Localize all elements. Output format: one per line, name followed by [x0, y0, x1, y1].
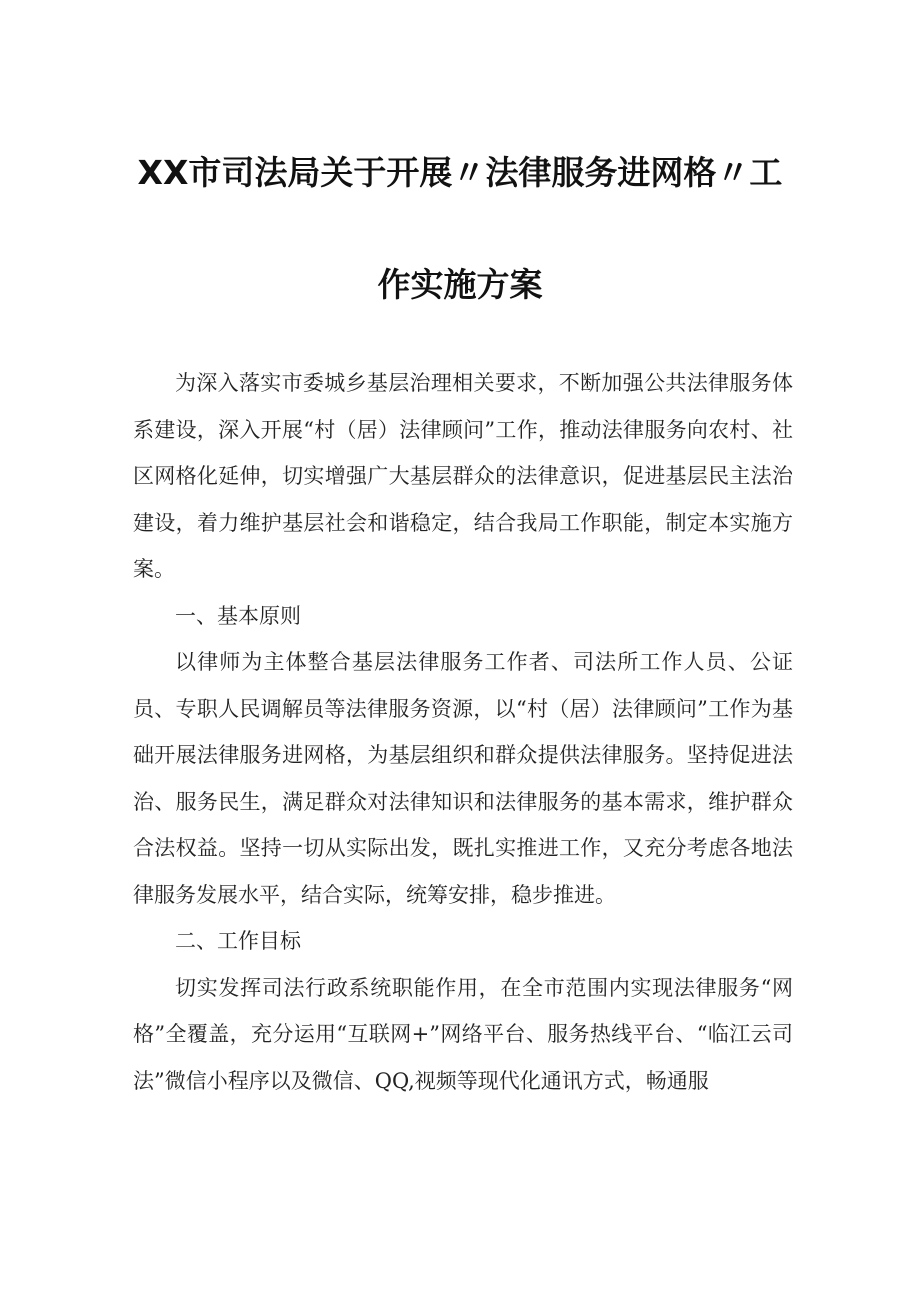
intro-paragraph: 为深入落实市委城乡基层治理相关要求，不断加强公共法律服务体系建设，深入开展“村（居）法律顾问”工作，推动法律服务向农村、社区网格化延伸，切实增强广大基层群众的法律意识，促进基层民主法治建设，着力维护基层社会和谐稳定，结合我局工作职能，制定本实施方案。	[133, 371, 793, 581]
document-title-line-2: 作实施方案	[377, 265, 543, 304]
document-title-line-1: XX市司法局关于开展〃法律服务进网格〃工	[137, 153, 783, 192]
document-body	[133, 360, 793, 1104]
section-heading-work-goals: 二、工作目标	[175, 929, 301, 953]
section-heading-basic-principles: 一、基本原则	[175, 603, 301, 628]
basic-principles-paragraph: 以律师为主体整合基层法律服务工作者、司法所工作人员、公证员、专职人民调解员等法律服务资源，以“村（居）法律顾问”工作为基础开展法律服务进网格，为基层组织和群众提供法律服务。坚持促进法治、服务民生，满足群众对法律知识和法律服务的基本需求，维护群众合法权益。坚持一切从实际出发，既扎实推进工作，又充分考虑各地法律服务发展水平，结合实际，统筹安排，稳步推进。	[133, 650, 793, 907]
work-goals-paragraph: 切实发挥司法行政系统职能作用，在全市范围内实现法律服务“网格”全覆盖，充分运用“互联网+”网络平台、服务热线平台、“临江云司法”微信小程序以及微信、QQ,视频等现代化通讯方式，畅通服	[133, 975, 793, 1093]
